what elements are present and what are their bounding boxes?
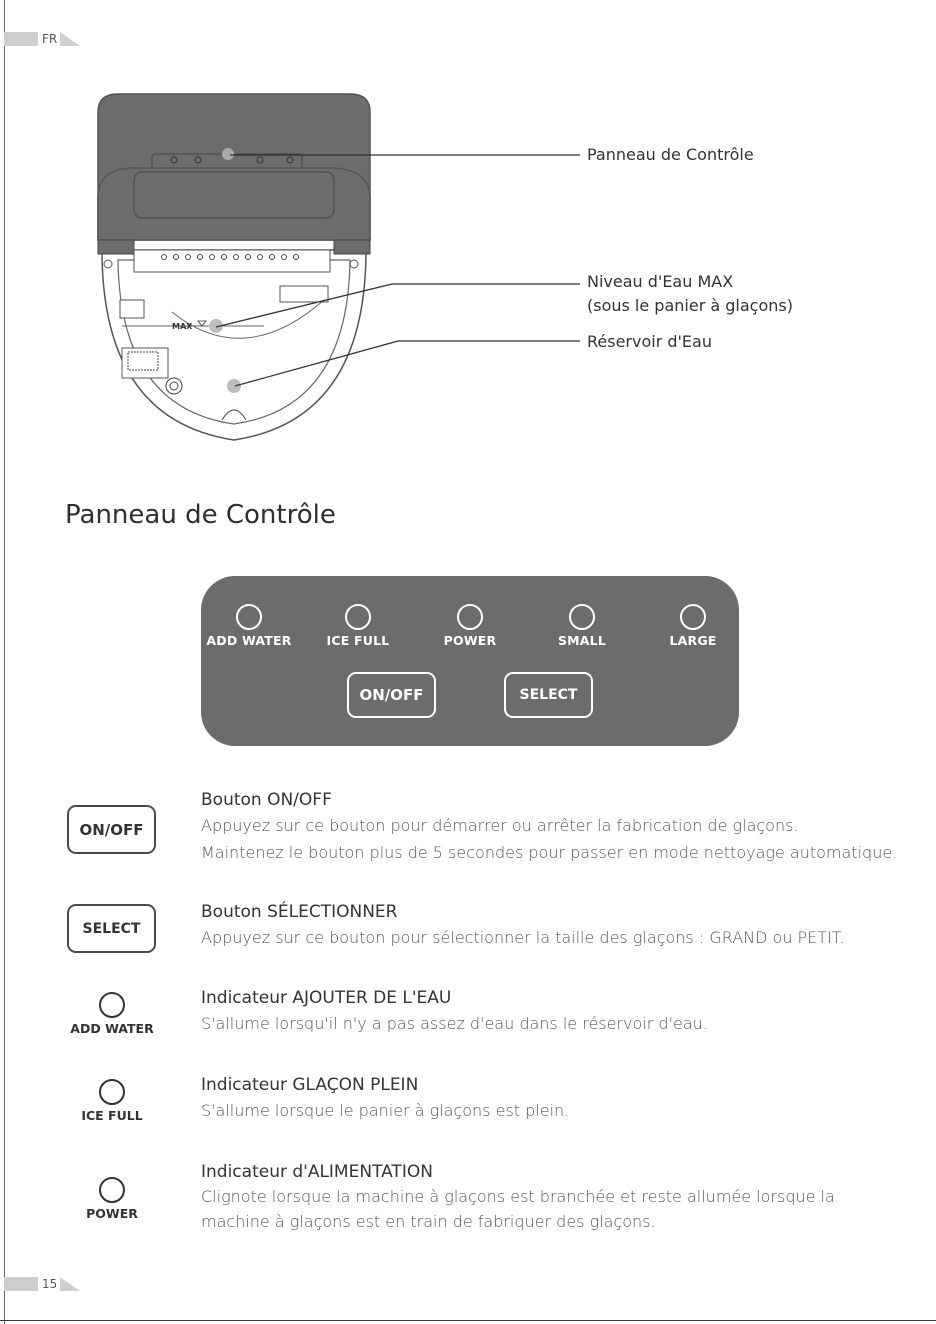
on-off-button[interactable]: ON/OFF [347,672,436,718]
entry-line: Appuyez sur ce bouton pour démarrer ou arrêter la fabrication de glaçons. [201,816,799,835]
entry-line: S'allume lorsque le panier à glaçons est plein. [201,1101,570,1120]
indicator-small: SMALL [532,604,632,648]
legend-select-button-icon: SELECT [67,904,156,953]
max-level-mark: MAX [172,322,193,331]
led-circle-icon [99,1177,125,1203]
page-number-tab [4,1276,80,1292]
entry-line: S'allume lorsqu'il n'y a pas assez d'eau dans le réservoir d'eau. [201,1014,708,1033]
indicator-large: LARGE [643,604,743,648]
led-circle-icon [99,1079,125,1105]
page-number: 15 [42,1277,58,1291]
entry-title: Indicateur AJOUTER DE L'EAU [201,988,452,1008]
led-circle-icon [680,604,706,630]
bottom-rule [0,1320,936,1321]
entry-line: Appuyez sur ce bouton pour sélectionner la taille des glaçons : GRAND ou PETIT. [201,928,845,947]
legend-entry-select [201,900,845,951]
callout-control-panel: Panneau de Contrôle [587,145,754,164]
legend-ice-full-indicator: ICE FULL [62,1079,162,1123]
legend-power-indicator: POWER [62,1177,162,1221]
led-circle-icon [236,604,262,630]
callout-under-ice-basket: (sous le panier à glaçons) [587,296,793,315]
entry-line: Maintenez le bouton plus de 5 secondes pour passer en mode nettoyage automatique. [201,843,898,862]
legend-entry-add-water [201,986,708,1037]
entry-title: Bouton ON/OFF [201,790,332,810]
entry-title: Bouton SÉLECTIONNER [201,902,398,922]
legend-entry-on-off [201,788,897,866]
indicator-add-water: ADD WATER [199,604,299,648]
led-circle-icon [345,604,371,630]
indicator-power: POWER [420,604,520,648]
entry-title: Indicateur d'ALIMENTATION [201,1162,433,1182]
entry-line: Clignote lorsque la machine à glaçons est branchée et reste allumée lorsque la [201,1187,835,1206]
language-label: FR [42,32,58,46]
legend-add-water-indicator: ADD WATER [62,992,162,1036]
led-circle-icon [569,604,595,630]
entry-title: Indicateur GLAÇON PLEIN [201,1075,419,1095]
indicator-ice-full: ICE FULL [308,604,408,648]
legend-entry-ice-full [201,1073,569,1124]
legend-entry-power [201,1160,835,1234]
callout-water-reservoir: Réservoir d'Eau [587,332,712,351]
legend-on-off-button-icon: ON/OFF [67,805,156,854]
led-circle-icon [99,992,125,1018]
callout-leader-lines [0,0,936,460]
section-title: Panneau de Contrôle [65,500,336,530]
led-circle-icon [457,604,483,630]
entry-line: machine à glaçons est en train de fabriquer des glaçons. [201,1212,656,1231]
callout-water-level-max: Niveau d'Eau MAX [587,272,734,291]
control-panel [201,576,739,746]
select-button[interactable]: SELECT [504,672,593,718]
